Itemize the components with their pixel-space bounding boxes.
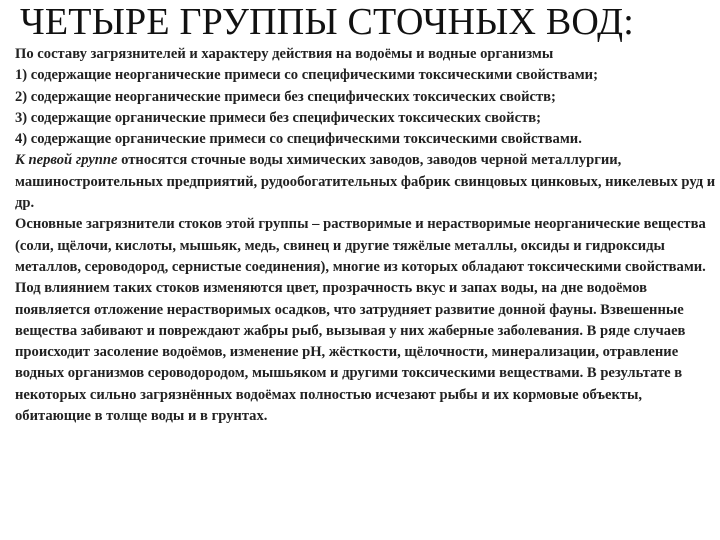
intro-paragraph: По составу загрязнителей и характеру действия на водоёмы и водные организмы (15, 46, 554, 62)
first-group-lead: К первой группе (15, 152, 118, 169)
group-item-3: 3) содержащие органические примеси без специфических токсических свойств; (15, 109, 541, 126)
effects-paragraph: Под влиянием таких стоков изменяются цвет, прозрачность вкус и запах воды, на дне водоёмов появляется отложение нерастворимых осадков, что затрудняет развитие донной фауны. Взвешенные вещества забивают и повреждают жабры рыб, вызывая у них жаберные заболевания. В ряде случаев происходит засоление водоёмов, изменение pH, жёсткости, щёлочности, минерализации, отравление водных организмов сероводородом, мышьяком и другими токсическими веществами. В результате в некоторых сильно загрязнённых водоёмах полностью исчезают рыбы и их кормовые объекты, обитающие в толще воды и в грунтах. (15, 280, 686, 425)
first-group-text: относятся сточные воды химических заводов, заводов черной металлургии, машиностроительных предприятий, рудообогатительных фабрик свинцовых цинковых, никелевых руд и др. (15, 152, 716, 212)
pollutants-paragraph: Основные загрязнители стоков этой группы – растворимые и нерастворимые неорганические вещества (соли, щёлочи, кислоты, мышьяк, медь, свинец и другие тяжёлые металлы, оксиды и гидроксиды металлов, сероводород, сернистые соединения), многие из которых обладают токсическими свойствами. (15, 216, 706, 275)
group-item-2: 2) содержащие неорганические примеси без специфических токсических свойств; (15, 88, 556, 105)
group-item-4: 4) содержащие органические примеси со специфическими токсическими свойствами. (15, 131, 582, 148)
slide-title: ЧЕТЫРЕ ГРУППЫ СТОЧНЫХ ВОД: (20, 1, 635, 43)
first-group-paragraph (7, 150, 717, 214)
slide-body (7, 44, 717, 427)
group-item-1: 1) содержащие неорганические примеси со специфическими токсическими свойствами; (15, 67, 598, 84)
